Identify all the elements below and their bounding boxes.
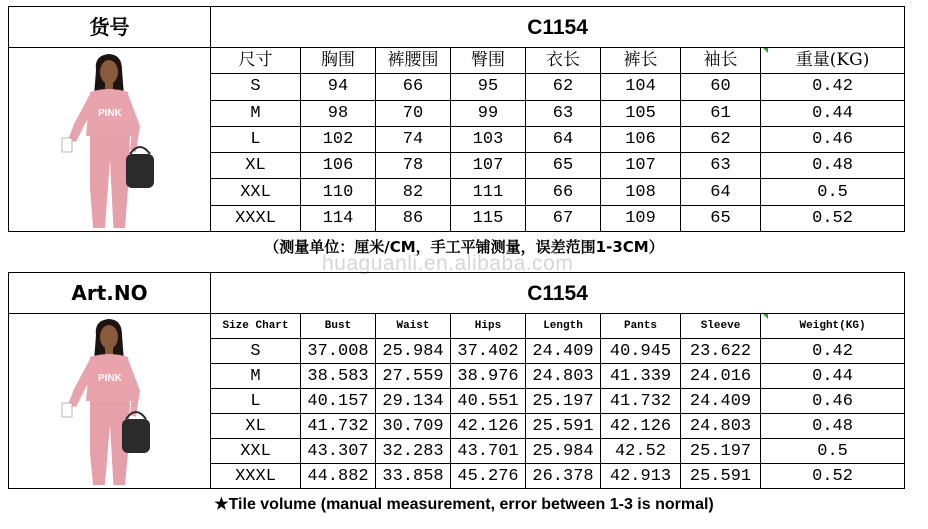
table-cell: 65 — [681, 205, 761, 231]
table-cell: 24.409 — [526, 339, 601, 364]
table-cell: 25.197 — [681, 439, 761, 464]
table-cell: S — [211, 339, 301, 364]
table-cell: 114 — [301, 205, 376, 231]
table-cell: 24.409 — [681, 389, 761, 414]
table-cell: L — [211, 126, 301, 152]
header-cell: Sleeve — [681, 314, 761, 339]
table-cell: 0.48 — [761, 153, 905, 179]
measurement-note-cn: （测量单位：厘米/CM，手工平铺测量，误差范围1-3CM） — [264, 238, 664, 256]
header-cell: Weight(KG) — [761, 314, 905, 339]
table-cell: 63 — [526, 100, 601, 126]
model-photo-illustration — [10, 48, 210, 228]
model-figure — [62, 54, 154, 228]
table-cell: 104 — [601, 74, 681, 100]
table-cell: 62 — [681, 126, 761, 152]
table-cell: 66 — [526, 179, 601, 205]
table-cell: 40.945 — [601, 339, 681, 364]
table-cell: 37.402 — [451, 339, 526, 364]
header-cell: Size Chart — [211, 314, 301, 339]
item-number-value: C1154 — [211, 7, 905, 48]
table-cell: 42.126 — [451, 414, 526, 439]
header-cell: 裤腰围 — [376, 48, 451, 74]
table-cell: 45.276 — [451, 464, 526, 489]
table-cell: 33.858 — [376, 464, 451, 489]
table-cell: 64 — [681, 179, 761, 205]
header-cell: 裤长 — [601, 48, 681, 74]
table-cell: 82 — [376, 179, 451, 205]
model-photo — [9, 48, 211, 232]
table-cell: 24.803 — [681, 414, 761, 439]
table-cell: 43.701 — [451, 439, 526, 464]
table-cell: 111 — [451, 179, 526, 205]
header-cell: 尺寸 — [211, 48, 301, 74]
table-cell: 0.44 — [761, 100, 905, 126]
table-cell: S — [211, 74, 301, 100]
table-cell: 24.803 — [526, 364, 601, 389]
table-cell: 98 — [301, 100, 376, 126]
table-cell: 78 — [376, 153, 451, 179]
table-cell: 0.52 — [761, 205, 905, 231]
table-cell: 109 — [601, 205, 681, 231]
table-cell: 74 — [376, 126, 451, 152]
table-cell: 108 — [601, 179, 681, 205]
table-cell: XL — [211, 153, 301, 179]
table-cell: 95 — [451, 74, 526, 100]
hoodie-print-text: PINK — [97, 108, 122, 119]
table-cell: 25.591 — [526, 414, 601, 439]
table-cell: 0.5 — [761, 179, 905, 205]
table-cell: 99 — [451, 100, 526, 126]
art-no-value: C1154 — [211, 273, 905, 314]
table-cell: 63 — [681, 153, 761, 179]
table-cell: XXXL — [211, 464, 301, 489]
table-cell: 62 — [526, 74, 601, 100]
table-cell: 25.984 — [376, 339, 451, 364]
header-cell: Waist — [376, 314, 451, 339]
header-cell: Hips — [451, 314, 526, 339]
header-cell: 胸围 — [301, 48, 376, 74]
table-header-row — [9, 48, 905, 74]
table-cell: 44.882 — [301, 464, 376, 489]
header-cell: 衣长 — [526, 48, 601, 74]
size-table-en — [8, 272, 905, 489]
model-photo-illustration — [10, 315, 210, 485]
table-cell: 29.134 — [376, 389, 451, 414]
header-cell: Length — [526, 314, 601, 339]
table-cell: 94 — [301, 74, 376, 100]
table-cell: XXXL — [211, 205, 301, 231]
table-cell: 0.5 — [761, 439, 905, 464]
table-cell: 107 — [601, 153, 681, 179]
table-cell: 106 — [601, 126, 681, 152]
table-cell: 0.48 — [761, 414, 905, 439]
table-cell: 102 — [301, 126, 376, 152]
table-cell: 41.339 — [601, 364, 681, 389]
table-cell: 110 — [301, 179, 376, 205]
table-cell: 26.378 — [526, 464, 601, 489]
table-cell: 61 — [681, 100, 761, 126]
header-cell: Bust — [301, 314, 376, 339]
table-cell: 107 — [451, 153, 526, 179]
table-cell: XXL — [211, 179, 301, 205]
header-cell: Pants — [601, 314, 681, 339]
table-cell: M — [211, 364, 301, 389]
table-cell: 103 — [451, 126, 526, 152]
cell-marker — [763, 314, 768, 319]
table-cell: 0.46 — [761, 389, 905, 414]
table-cell: XL — [211, 414, 301, 439]
table-cell: 37.008 — [301, 339, 376, 364]
size-table-cn — [8, 6, 905, 232]
table-cell: XXL — [211, 439, 301, 464]
table-cell: 105 — [601, 100, 681, 126]
model-photo — [9, 314, 211, 489]
table-cell: 65 — [526, 153, 601, 179]
table-cell: 24.016 — [681, 364, 761, 389]
table-cell: 64 — [526, 126, 601, 152]
table-cell: 86 — [376, 205, 451, 231]
table-cell: 30.709 — [376, 414, 451, 439]
table-cell: 27.559 — [376, 364, 451, 389]
table-cell: 67 — [526, 205, 601, 231]
table-cell: 70 — [376, 100, 451, 126]
table-cell: 40.157 — [301, 389, 376, 414]
table-cell: 42.913 — [601, 464, 681, 489]
header-cell: 重量(KG) — [761, 48, 905, 74]
table-cell: 25.984 — [526, 439, 601, 464]
table-cell: 38.583 — [301, 364, 376, 389]
table-cell: 60 — [681, 74, 761, 100]
table-cell: 38.976 — [451, 364, 526, 389]
item-number-label: 货号 — [9, 7, 211, 48]
model-figure — [62, 319, 150, 485]
table-cell: M — [211, 100, 301, 126]
table-header-row — [9, 314, 905, 339]
table-cell: L — [211, 389, 301, 414]
table-cell: 0.52 — [761, 464, 905, 489]
table-cell: 23.622 — [681, 339, 761, 364]
table-cell: 106 — [301, 153, 376, 179]
table-cell: 25.591 — [681, 464, 761, 489]
table-cell: 0.42 — [761, 339, 905, 364]
table-cell: 42.52 — [601, 439, 681, 464]
table-cell: 25.197 — [526, 389, 601, 414]
hoodie-print-text: PINK — [97, 372, 122, 384]
table-cell: 0.42 — [761, 74, 905, 100]
measurement-note-en: ★Tile volume (manual measurement, error between 1-3 is normal) — [214, 496, 714, 513]
table-cell: 40.551 — [451, 389, 526, 414]
cell-marker — [763, 48, 768, 53]
table-cell: 41.732 — [301, 414, 376, 439]
art-no-label: Art.NO — [9, 273, 211, 314]
header-cell: 袖长 — [681, 48, 761, 74]
table-cell: 41.732 — [601, 389, 681, 414]
table-cell: 32.283 — [376, 439, 451, 464]
table-cell: 43.307 — [301, 439, 376, 464]
header-cell: 臀围 — [451, 48, 526, 74]
table-cell: 0.44 — [761, 364, 905, 389]
table-cell: 115 — [451, 205, 526, 231]
table-cell: 42.126 — [601, 414, 681, 439]
watermark-text: huaguanli.en.alibaba.com — [322, 252, 574, 275]
table-cell: 0.46 — [761, 126, 905, 152]
table-cell: 66 — [376, 74, 451, 100]
